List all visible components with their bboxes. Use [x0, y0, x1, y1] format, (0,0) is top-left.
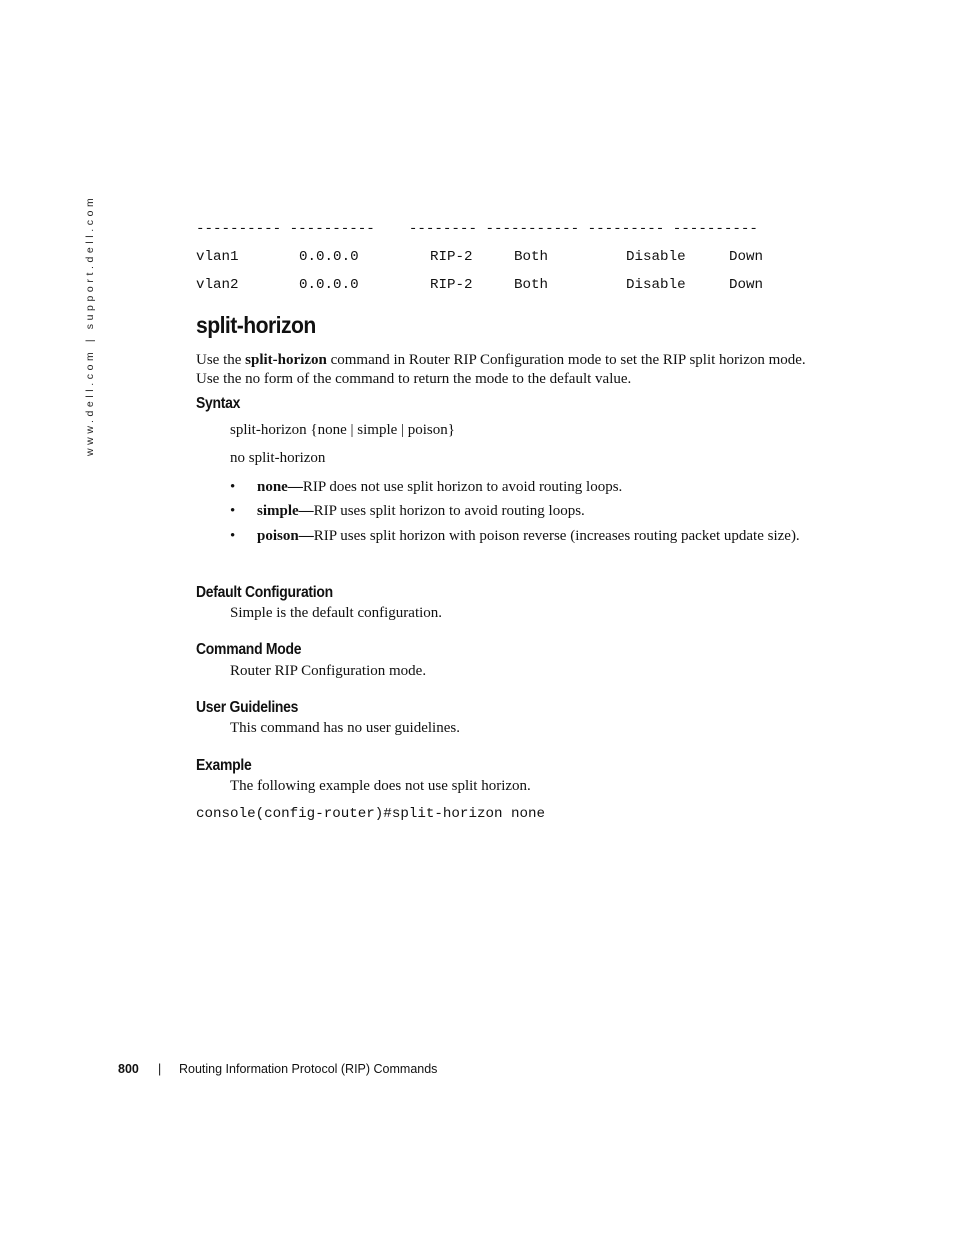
table-cell-status: Down: [729, 249, 764, 265]
default-config-heading: Default Configuration: [196, 584, 333, 601]
bullet-icon: •: [230, 528, 236, 544]
intro-command: split-horizon: [245, 352, 327, 368]
chapter-title: Routing Information Protocol (RIP) Commands: [179, 1062, 438, 1076]
user-guidelines-heading: User Guidelines: [196, 699, 299, 716]
table-cell-interface: vlan1: [196, 249, 239, 265]
command-mode-heading: Command Mode: [196, 641, 302, 658]
syntax-heading: Syntax: [196, 395, 241, 412]
table-cell-direction: Both: [514, 249, 549, 265]
bullet-term: none—: [257, 479, 303, 495]
page-number: 800: [118, 1062, 139, 1076]
intro-paragraph: [196, 351, 806, 389]
default-config-text: Simple is the default configuration.: [230, 605, 443, 621]
table-cell-ip: 0.0.0.0: [299, 277, 359, 293]
example-code: console(config-router)#split-horizon none: [196, 806, 546, 822]
bullet-icon: •: [230, 479, 236, 495]
page-title: split-horizon: [196, 312, 316, 338]
syntax-line: no split-horizon: [230, 450, 326, 466]
side-url: www.dell.com | support.dell.com: [84, 194, 96, 456]
intro-prefix: Use the: [196, 352, 246, 368]
footer-separator: |: [158, 1062, 162, 1076]
table-cell-version: RIP-2: [430, 277, 473, 293]
intro-suffix: command in Router RIP Configuration mode to set the RIP split horizon mode. Use the no form of the command to return the mode to the default value.: [196, 352, 806, 387]
table-cell-direction: Both: [514, 277, 549, 293]
bullet-text: RIP uses split horizon with poison reverse (increases routing packet update size).: [313, 528, 800, 544]
bullet-text: RIP uses split horizon to avoid routing loops.: [313, 503, 585, 519]
command-mode-text: Router RIP Configuration mode.: [230, 663, 427, 679]
bullet-term: poison—: [257, 528, 314, 544]
table-cell-ip: 0.0.0.0: [299, 249, 359, 265]
bullet-icon: •: [230, 503, 236, 519]
bullet-term: simple—: [257, 503, 314, 519]
table-separator: ---------- ---------- -------- ----------- --------- ----------: [196, 221, 758, 237]
table-cell-interface: vlan2: [196, 277, 239, 293]
syntax-line: split-horizon {none | simple | poison}: [230, 422, 455, 438]
table-cell-auth: Disable: [626, 249, 686, 265]
example-text: The following example does not use split horizon.: [230, 778, 531, 794]
table-cell-status: Down: [729, 277, 764, 293]
table-cell-version: RIP-2: [430, 249, 473, 265]
example-heading: Example: [196, 757, 252, 774]
bullet-text: RIP does not use split horizon to avoid routing loops.: [302, 479, 623, 495]
user-guidelines-text: This command has no user guidelines.: [230, 720, 460, 736]
table-cell-auth: Disable: [626, 277, 686, 293]
